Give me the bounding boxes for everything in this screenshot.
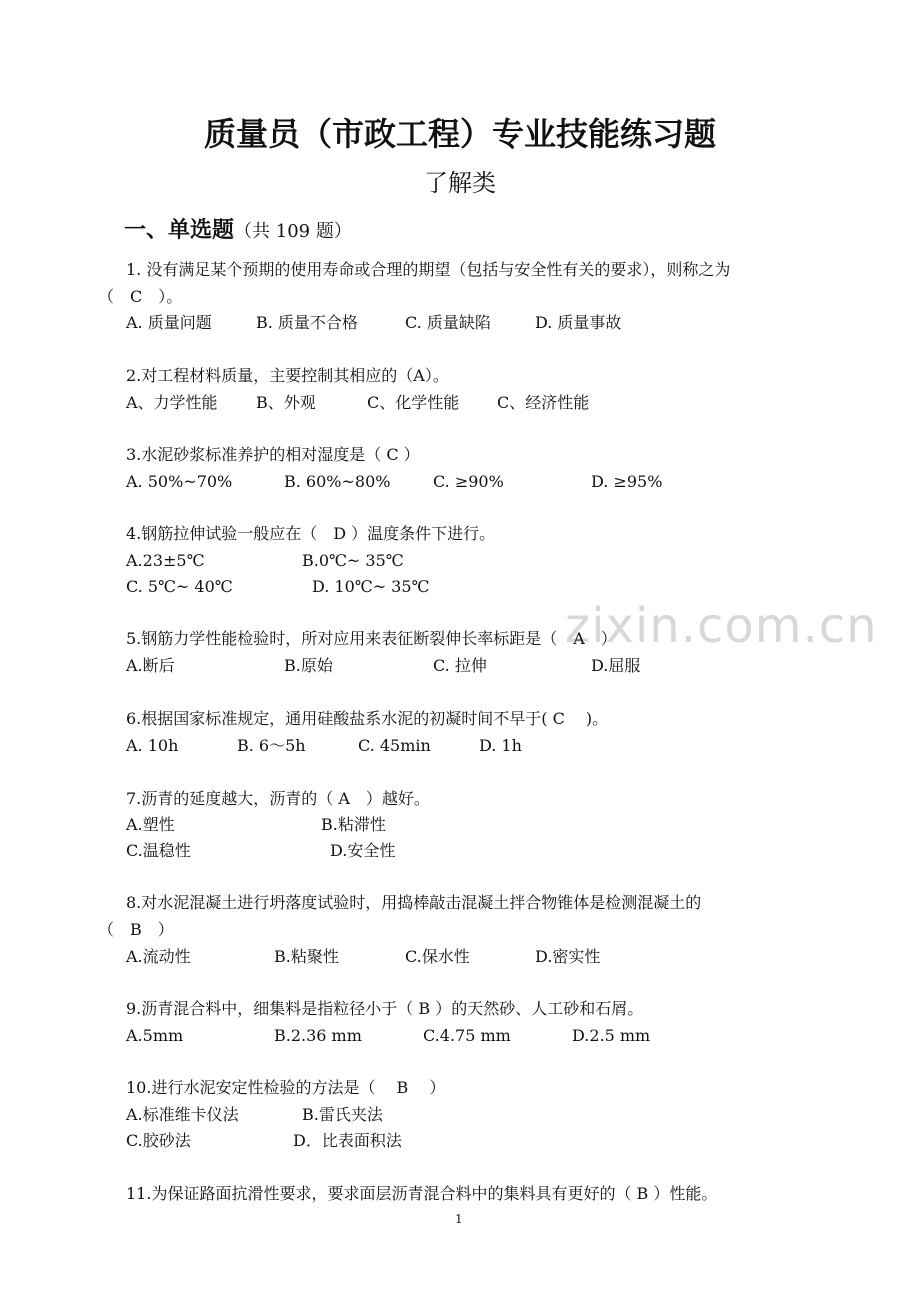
question-7-stem: 7.沥青的延度越大，沥青的（ A ）越好。 (126, 789, 430, 808)
q1-option-d: D. 质量事故 (535, 313, 622, 332)
q5-option-c: C. 拉伸 (433, 656, 487, 675)
q5-option-d: D.屈服 (591, 656, 641, 675)
section-heading (124, 217, 352, 246)
q1-option-c: C. 质量缺陷 (405, 313, 491, 332)
q10-option-a: A.标准维卡仪法 (126, 1105, 239, 1124)
watermark: zixin.com.cn (565, 598, 878, 654)
q9-option-c: C.4.75 mm (423, 1026, 511, 1045)
question-1-stem: 1. 没有满足某个预期的使用寿命或合理的期望（包括与安全性有关的要求），则称之为 (126, 260, 731, 279)
q10-option-b: B.雷氏夹法 (302, 1105, 383, 1124)
q8-option-c: C.保水性 (405, 947, 470, 966)
section-count: （共 109 题） (234, 221, 352, 242)
q3-option-b: B. 60%~80% (284, 472, 391, 491)
q9-option-d: D.2.5 mm (572, 1026, 651, 1045)
section-title: 一、单选题 (124, 218, 235, 243)
question-6-stem: 6.根据国家标准规定，通用硅酸盐系水泥的初凝时间不早于( C )。 (126, 709, 609, 728)
q6-option-c: C. 45min (358, 736, 431, 755)
question-8-stem-cont: （ B ） (98, 920, 174, 939)
q3-option-d: D. ≥95% (591, 472, 663, 491)
q8-option-a: A.流动性 (126, 947, 191, 966)
q5-option-a: A.断后 (126, 656, 175, 675)
document-subtitle: 了解类 (424, 169, 496, 197)
q8-option-d: D.密实性 (535, 947, 601, 966)
question-4-stem: 4.钢筋拉伸试验一般应在（ D ）温度条件下进行。 (126, 524, 496, 543)
question-8-stem: 8.对水泥混凝土进行坍落度试验时，用捣棒敲击混凝土拌合物锥体是检测混凝土的 (126, 893, 702, 912)
q6-option-b: B. 6～5h (237, 736, 306, 755)
document-title: 质量员（市政工程）专业技能练习题 (203, 115, 716, 153)
question-3-stem: 3.水泥砂浆标准养护的相对湿度是（ C ） (126, 445, 420, 464)
q10-option-d: D．比表面积法 (293, 1131, 402, 1150)
q7-option-a: A.塑性 (126, 815, 175, 834)
q4-option-b: B.0℃~ 35℃ (302, 551, 404, 570)
question-11-stem: 11.为保证路面抗滑性要求，要求面层沥青混合料中的集料具有更好的（ B ）性能。 (126, 1184, 718, 1203)
q2-option-c: C、化学性能 (367, 393, 460, 412)
q2-option-b: B、外观 (256, 393, 316, 412)
q4-option-a: A.23±5℃ (126, 551, 205, 570)
q9-option-a: A.5mm (126, 1026, 184, 1045)
q4-option-c: C. 5℃~ 40℃ (126, 577, 233, 596)
question-2-stem: 2.对工程材料质量，主要控制其相应的（A）。 (126, 366, 449, 385)
q7-option-c: C.温稳性 (126, 841, 191, 860)
question-9-stem: 9.沥青混合料中，细集料是指粒径小于（ B ）的天然砂、人工砂和石屑。 (126, 999, 644, 1018)
q3-option-c: C. ≥90% (433, 472, 504, 491)
q4-option-d: D. 10℃~ 35℃ (312, 577, 430, 596)
page-number: 1 (455, 1212, 463, 1226)
q2-option-a: A、力学性能 (126, 393, 218, 412)
q2-option-d: C、经济性能 (497, 393, 590, 412)
q7-option-d: D.安全性 (330, 841, 396, 860)
q1-option-b: B. 质量不合格 (256, 313, 358, 332)
q8-option-b: B.粘聚性 (274, 947, 339, 966)
q10-option-c: C.胶砂法 (126, 1131, 191, 1150)
q6-option-a: A. 10h (126, 736, 179, 755)
q9-option-b: B.2.36 mm (274, 1026, 362, 1045)
q5-option-b: B.原始 (284, 656, 333, 675)
q1-option-a: A. 质量问题 (126, 313, 212, 332)
q6-option-d: D. 1h (479, 736, 522, 755)
question-1-stem-cont: （ C ）。 (98, 287, 183, 306)
q7-option-b: B.粘滞性 (321, 815, 386, 834)
question-5-stem: 5.钢筋力学性能检验时，所对应用来表征断裂伸长率标距是（ A ） (126, 629, 617, 648)
q3-option-a: A. 50%~70% (126, 472, 233, 491)
question-10-stem: 10.进行水泥安定性检验的方法是（ B ） (126, 1078, 446, 1097)
